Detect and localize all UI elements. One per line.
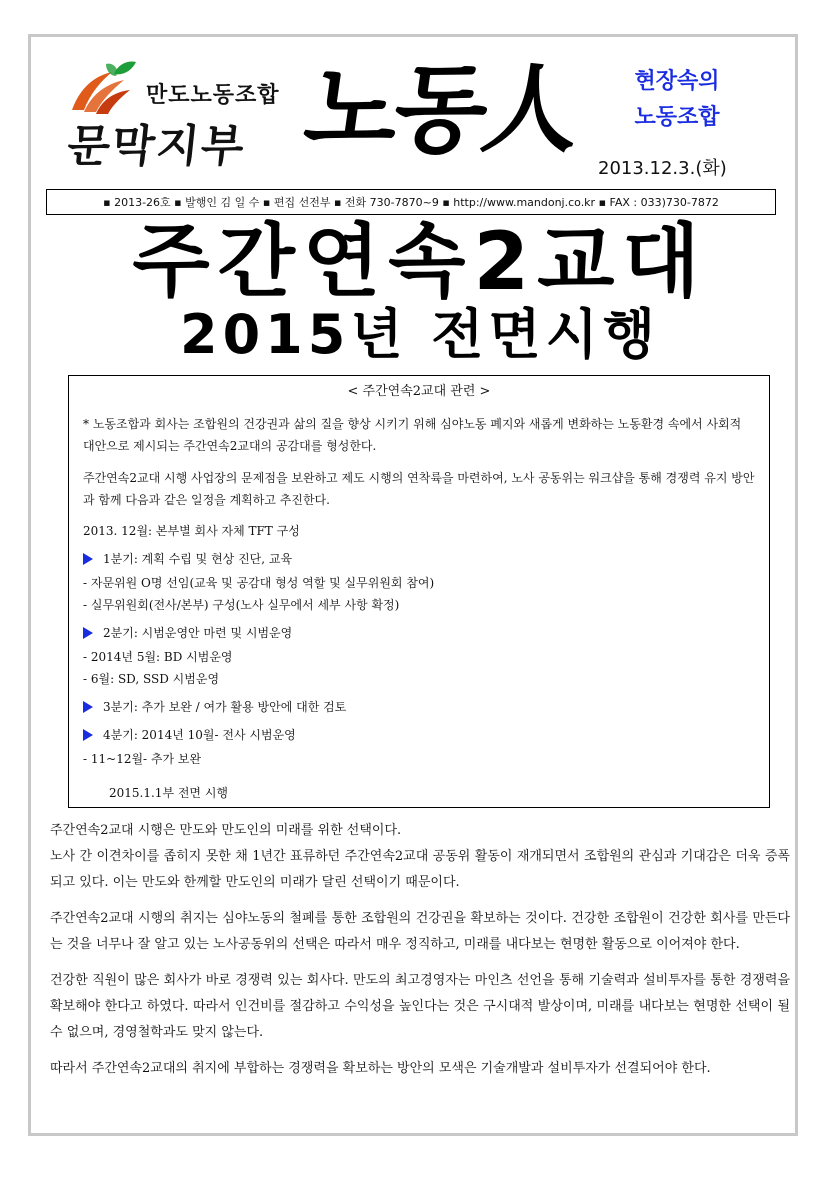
box-title: < 주간연속2교대 관련 >: [347, 384, 491, 399]
union-logo-icon: [66, 58, 146, 118]
info-bar: ▪ 2013-26호 ▪ 발행인 김 일 수 ▪ 편집 선전부 ▪ 전화 730-7870~9 ▪ http://www.mandonj.co.kr ▪ FAX : 033)730-7872: [46, 189, 776, 215]
quarter-4: [83, 725, 755, 745]
quarter-3: [83, 697, 755, 717]
quarter-1: [83, 549, 755, 569]
triangle-bullet-icon: [83, 627, 93, 639]
tagline-line-2: 노동조합: [634, 105, 720, 130]
headline-main: 주간연속2교대: [132, 215, 708, 308]
quarter-4-label: 4분기: 2014년 10월- 전사 시범운영: [103, 728, 296, 742]
quarter-2-label: 2분기: 시범운영안 마련 및 시범운영: [103, 626, 293, 640]
article-para-5: 따라서 주간연속2교대의 취지에 부합하는 경쟁력을 확보하는 방안의 모색은 기술개발과 설비투자가 선결되어야 한다.: [50, 1061, 711, 1076]
triangle-bullet-icon: [83, 701, 93, 713]
article-body: [50, 818, 790, 1092]
triangle-bullet-icon: [83, 553, 93, 565]
list-item: - 실무위원회(전사/본부) 구성(노사 실무에서 세부 사항 확정): [83, 598, 400, 612]
list-item: - 2014년 5월: BD 시범운영: [83, 650, 233, 664]
triangle-bullet-icon: [83, 729, 93, 741]
union-logo: [66, 58, 296, 178]
final-rollout: 2015.1.1부 전면 시행: [109, 786, 229, 800]
article-para-1: 주간연속2교대 시행은 만도와 만도인의 미래를 위한 선택이다.: [50, 823, 402, 838]
quarter-2: [83, 623, 755, 643]
branch-name: 문막지부: [64, 121, 249, 172]
list-item: - 6월: SD, SSD 시범운영: [83, 672, 220, 686]
quarter-1-label: 1분기: 계획 수립 및 현상 진단, 교육: [103, 552, 293, 566]
quarter-3-label: 3분기: 추가 보완 / 여가 활용 방안에 대한 검토: [103, 700, 347, 714]
tagline: [612, 64, 742, 136]
list-item: - 11~12월- 추가 보완: [83, 752, 202, 766]
article-para-2: 노사 간 이견차이를 좁히지 못한 채 1년간 표류하던 주간연속2교대 공동위 활동이 재개되면서 조합원의 관심과 기대감은 더욱 증폭되고 있다. 이는 만도와 한께할 만도인의 미래가 달린 선택이기 때문이다.: [50, 849, 790, 890]
schedule-intro: 2013. 12월: 본부별 회사 자체 TFT 구성: [83, 524, 300, 538]
schedule-box: [68, 375, 770, 808]
union-name: 만도노동조합: [146, 82, 280, 108]
issue-date: 2013.12.3.(화): [598, 158, 727, 179]
box-para-1: * 노동조합과 회사는 조합원의 건강권과 삶의 질을 향상 시키기 위해 심야노동 폐지와 새롭게 변화하는 노동환경 속에서 사회적 대안으로 제시되는 주간연속2교대의 공감대를 형성한다.: [83, 417, 742, 453]
article-para-3: 주간연속2교대 시행의 취지는 심야노동의 철폐를 통한 조합원의 건강권을 확보하는 것이다. 건강한 조합원이 건강한 회사를 만든다는 것을 너무나 잘 알고 있는 노사공동위의 선택은 따라서 매우 정직하고, 미래를 내다보는 현명한 활동으로 이어져야 한다.: [50, 911, 790, 952]
list-item: - 자문위원 O명 선임(교육 및 공감대 형성 역할 및 실무위원회 참여): [83, 576, 435, 590]
box-para-2: 주간연속2교대 시행 사업장의 문제점을 보완하고 제도 시행의 연착륙을 마련하여, 노사 공동위는 워크샵을 통해 경쟁력 유지 방안과 함께 다음과 같은 일정을 계획하고 추진한다.: [83, 471, 755, 507]
headline-sub: 2015년 전면시행: [180, 303, 660, 366]
tagline-line-1: 현장속의: [634, 69, 720, 94]
masthead-title: 노동人: [298, 53, 584, 166]
article-para-4: 건강한 직원이 많은 회사가 바로 경쟁력 있는 회사다. 만도의 최고경영자는 마인츠 선언을 통해 기술력과 설비투자를 통한 경쟁력을 확보해야 한다고 하였다. 따라서 인건비를 절감하고 수익성을 높인다는 것은 구시대적 발상이며, 미래를 내다보는 현명한 선택이 될 수 없으며, 경영철학과도 맞지 않는다.: [50, 973, 790, 1040]
